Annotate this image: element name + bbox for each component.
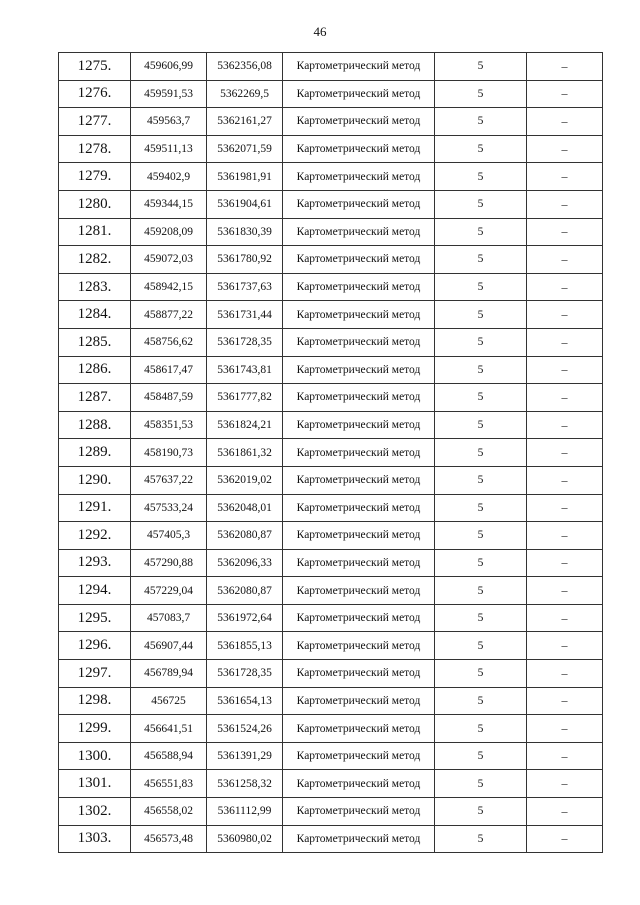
accuracy-cell: 5 <box>435 660 527 688</box>
table-row <box>59 190 603 218</box>
x-coordinate-cell: 457290,88 <box>131 549 207 577</box>
table-row <box>59 577 603 605</box>
note-cell: – <box>527 825 603 853</box>
table-row <box>59 53 603 81</box>
y-coordinate-cell: 5361904,61 <box>207 190 283 218</box>
x-coordinate-cell: 457229,04 <box>131 577 207 605</box>
accuracy-cell: 5 <box>435 825 527 853</box>
accuracy-cell: 5 <box>435 273 527 301</box>
point-number-cell: 1285. <box>59 328 131 356</box>
point-number-cell: 1282. <box>59 246 131 274</box>
coordinates-table-body <box>59 53 603 853</box>
note-cell: – <box>527 632 603 660</box>
table-row <box>59 411 603 439</box>
accuracy-cell: 5 <box>435 411 527 439</box>
point-number-cell: 1297. <box>59 660 131 688</box>
method-cell: Картометрический метод <box>283 494 435 522</box>
x-coordinate-cell: 458487,59 <box>131 384 207 412</box>
point-number-cell: 1287. <box>59 384 131 412</box>
table-row <box>59 770 603 798</box>
note-cell: – <box>527 798 603 826</box>
accuracy-cell: 5 <box>435 246 527 274</box>
method-cell: Картометрический метод <box>283 770 435 798</box>
method-cell: Картометрический метод <box>283 660 435 688</box>
accuracy-cell: 5 <box>435 108 527 136</box>
accuracy-cell: 5 <box>435 218 527 246</box>
accuracy-cell: 5 <box>435 439 527 467</box>
note-cell: – <box>527 190 603 218</box>
method-cell: Картометрический метод <box>283 798 435 826</box>
accuracy-cell: 5 <box>435 798 527 826</box>
accuracy-cell: 5 <box>435 770 527 798</box>
x-coordinate-cell: 458351,53 <box>131 411 207 439</box>
note-cell: – <box>527 770 603 798</box>
point-number-cell: 1292. <box>59 522 131 550</box>
method-cell: Картометрический метод <box>283 53 435 81</box>
y-coordinate-cell: 5362356,08 <box>207 53 283 81</box>
y-coordinate-cell: 5362080,87 <box>207 577 283 605</box>
note-cell: – <box>527 273 603 301</box>
method-cell: Картометрический метод <box>283 246 435 274</box>
accuracy-cell: 5 <box>435 384 527 412</box>
point-number-cell: 1288. <box>59 411 131 439</box>
point-number-cell: 1291. <box>59 494 131 522</box>
note-cell: – <box>527 218 603 246</box>
method-cell: Картометрический метод <box>283 687 435 715</box>
note-cell: – <box>527 715 603 743</box>
accuracy-cell: 5 <box>435 687 527 715</box>
x-coordinate-cell: 456588,94 <box>131 742 207 770</box>
point-number-cell: 1286. <box>59 356 131 384</box>
note-cell: – <box>527 494 603 522</box>
note-cell: – <box>527 53 603 81</box>
table-row <box>59 328 603 356</box>
point-number-cell: 1278. <box>59 135 131 163</box>
table-row <box>59 384 603 412</box>
point-number-cell: 1294. <box>59 577 131 605</box>
note-cell: – <box>527 522 603 550</box>
method-cell: Картометрический метод <box>283 384 435 412</box>
table-row <box>59 439 603 467</box>
accuracy-cell: 5 <box>435 549 527 577</box>
accuracy-cell: 5 <box>435 328 527 356</box>
y-coordinate-cell: 5361780,92 <box>207 246 283 274</box>
accuracy-cell: 5 <box>435 466 527 494</box>
method-cell: Картометрический метод <box>283 273 435 301</box>
point-number-cell: 1298. <box>59 687 131 715</box>
point-number-cell: 1299. <box>59 715 131 743</box>
table-row <box>59 466 603 494</box>
method-cell: Картометрический метод <box>283 108 435 136</box>
method-cell: Картометрический метод <box>283 466 435 494</box>
method-cell: Картометрический метод <box>283 328 435 356</box>
y-coordinate-cell: 5362071,59 <box>207 135 283 163</box>
y-coordinate-cell: 5362161,27 <box>207 108 283 136</box>
x-coordinate-cell: 456725 <box>131 687 207 715</box>
accuracy-cell: 5 <box>435 604 527 632</box>
y-coordinate-cell: 5362096,33 <box>207 549 283 577</box>
y-coordinate-cell: 5361731,44 <box>207 301 283 329</box>
method-cell: Картометрический метод <box>283 549 435 577</box>
accuracy-cell: 5 <box>435 494 527 522</box>
x-coordinate-cell: 459344,15 <box>131 190 207 218</box>
table-row <box>59 660 603 688</box>
y-coordinate-cell: 5360980,02 <box>207 825 283 853</box>
table-row <box>59 742 603 770</box>
table-row <box>59 687 603 715</box>
y-coordinate-cell: 5361972,64 <box>207 604 283 632</box>
note-cell: – <box>527 301 603 329</box>
point-number-cell: 1284. <box>59 301 131 329</box>
method-cell: Картометрический метод <box>283 301 435 329</box>
table-row <box>59 135 603 163</box>
x-coordinate-cell: 458942,15 <box>131 273 207 301</box>
accuracy-cell: 5 <box>435 53 527 81</box>
method-cell: Картометрический метод <box>283 825 435 853</box>
x-coordinate-cell: 456573,48 <box>131 825 207 853</box>
method-cell: Картометрический метод <box>283 522 435 550</box>
x-coordinate-cell: 456789,94 <box>131 660 207 688</box>
point-number-cell: 1296. <box>59 632 131 660</box>
point-number-cell: 1290. <box>59 466 131 494</box>
y-coordinate-cell: 5361728,35 <box>207 328 283 356</box>
x-coordinate-cell: 456551,83 <box>131 770 207 798</box>
y-coordinate-cell: 5361654,13 <box>207 687 283 715</box>
y-coordinate-cell: 5361981,91 <box>207 163 283 191</box>
table-row <box>59 246 603 274</box>
x-coordinate-cell: 459402,9 <box>131 163 207 191</box>
table-row <box>59 715 603 743</box>
table-row <box>59 522 603 550</box>
page-number: 46 <box>313 24 327 39</box>
point-number-cell: 1302. <box>59 798 131 826</box>
y-coordinate-cell: 5361777,82 <box>207 384 283 412</box>
point-number-cell: 1293. <box>59 549 131 577</box>
note-cell: – <box>527 466 603 494</box>
y-coordinate-cell: 5361743,81 <box>207 356 283 384</box>
y-coordinate-cell: 5362048,01 <box>207 494 283 522</box>
y-coordinate-cell: 5362019,02 <box>207 466 283 494</box>
y-coordinate-cell: 5361728,35 <box>207 660 283 688</box>
method-cell: Картометрический метод <box>283 439 435 467</box>
x-coordinate-cell: 459072,03 <box>131 246 207 274</box>
method-cell: Картометрический метод <box>283 577 435 605</box>
note-cell: – <box>527 328 603 356</box>
point-number-cell: 1283. <box>59 273 131 301</box>
y-coordinate-cell: 5361258,32 <box>207 770 283 798</box>
x-coordinate-cell: 459606,99 <box>131 53 207 81</box>
x-coordinate-cell: 457405,3 <box>131 522 207 550</box>
note-cell: – <box>527 80 603 108</box>
note-cell: – <box>527 246 603 274</box>
method-cell: Картометрический метод <box>283 356 435 384</box>
table-row <box>59 632 603 660</box>
x-coordinate-cell: 459208,09 <box>131 218 207 246</box>
y-coordinate-cell: 5361524,26 <box>207 715 283 743</box>
table-row <box>59 494 603 522</box>
x-coordinate-cell: 458617,47 <box>131 356 207 384</box>
note-cell: – <box>527 356 603 384</box>
note-cell: – <box>527 384 603 412</box>
method-cell: Картометрический метод <box>283 135 435 163</box>
method-cell: Картометрический метод <box>283 80 435 108</box>
method-cell: Картометрический метод <box>283 742 435 770</box>
table-row <box>59 218 603 246</box>
x-coordinate-cell: 459563,7 <box>131 108 207 136</box>
method-cell: Картометрический метод <box>283 218 435 246</box>
point-number-cell: 1289. <box>59 439 131 467</box>
point-number-cell: 1280. <box>59 190 131 218</box>
accuracy-cell: 5 <box>435 577 527 605</box>
accuracy-cell: 5 <box>435 135 527 163</box>
note-cell: – <box>527 163 603 191</box>
point-number-cell: 1279. <box>59 163 131 191</box>
y-coordinate-cell: 5361737,63 <box>207 273 283 301</box>
note-cell: – <box>527 549 603 577</box>
method-cell: Картометрический метод <box>283 632 435 660</box>
point-number-cell: 1300. <box>59 742 131 770</box>
note-cell: – <box>527 108 603 136</box>
accuracy-cell: 5 <box>435 356 527 384</box>
note-cell: – <box>527 135 603 163</box>
x-coordinate-cell: 457533,24 <box>131 494 207 522</box>
y-coordinate-cell: 5361861,32 <box>207 439 283 467</box>
x-coordinate-cell: 456558,02 <box>131 798 207 826</box>
note-cell: – <box>527 411 603 439</box>
note-cell: – <box>527 660 603 688</box>
y-coordinate-cell: 5361112,99 <box>207 798 283 826</box>
accuracy-cell: 5 <box>435 163 527 191</box>
accuracy-cell: 5 <box>435 632 527 660</box>
x-coordinate-cell: 457083,7 <box>131 604 207 632</box>
y-coordinate-cell: 5361855,13 <box>207 632 283 660</box>
point-number-cell: 1295. <box>59 604 131 632</box>
method-cell: Картометрический метод <box>283 604 435 632</box>
table-row <box>59 356 603 384</box>
table-row <box>59 273 603 301</box>
x-coordinate-cell: 458190,73 <box>131 439 207 467</box>
y-coordinate-cell: 5361830,39 <box>207 218 283 246</box>
table-row <box>59 549 603 577</box>
y-coordinate-cell: 5362269,5 <box>207 80 283 108</box>
table-row <box>59 798 603 826</box>
accuracy-cell: 5 <box>435 522 527 550</box>
point-number-cell: 1303. <box>59 825 131 853</box>
note-cell: – <box>527 604 603 632</box>
accuracy-cell: 5 <box>435 301 527 329</box>
y-coordinate-cell: 5361824,21 <box>207 411 283 439</box>
table-row <box>59 108 603 136</box>
table-row <box>59 80 603 108</box>
note-cell: – <box>527 439 603 467</box>
accuracy-cell: 5 <box>435 80 527 108</box>
x-coordinate-cell: 456641,51 <box>131 715 207 743</box>
coordinates-table <box>58 52 603 853</box>
point-number-cell: 1277. <box>59 108 131 136</box>
x-coordinate-cell: 458756,62 <box>131 328 207 356</box>
x-coordinate-cell: 459591,53 <box>131 80 207 108</box>
x-coordinate-cell: 457637,22 <box>131 466 207 494</box>
note-cell: – <box>527 742 603 770</box>
point-number-cell: 1276. <box>59 80 131 108</box>
table-row <box>59 163 603 191</box>
method-cell: Картометрический метод <box>283 190 435 218</box>
y-coordinate-cell: 5362080,87 <box>207 522 283 550</box>
point-number-cell: 1275. <box>59 53 131 81</box>
x-coordinate-cell: 456907,44 <box>131 632 207 660</box>
method-cell: Картометрический метод <box>283 715 435 743</box>
note-cell: – <box>527 687 603 715</box>
point-number-cell: 1281. <box>59 218 131 246</box>
method-cell: Картометрический метод <box>283 163 435 191</box>
table-row <box>59 825 603 853</box>
table-row <box>59 604 603 632</box>
accuracy-cell: 5 <box>435 190 527 218</box>
point-number-cell: 1301. <box>59 770 131 798</box>
table-row <box>59 301 603 329</box>
note-cell: – <box>527 577 603 605</box>
x-coordinate-cell: 459511,13 <box>131 135 207 163</box>
y-coordinate-cell: 5361391,29 <box>207 742 283 770</box>
accuracy-cell: 5 <box>435 715 527 743</box>
accuracy-cell: 5 <box>435 742 527 770</box>
x-coordinate-cell: 458877,22 <box>131 301 207 329</box>
method-cell: Картометрический метод <box>283 411 435 439</box>
